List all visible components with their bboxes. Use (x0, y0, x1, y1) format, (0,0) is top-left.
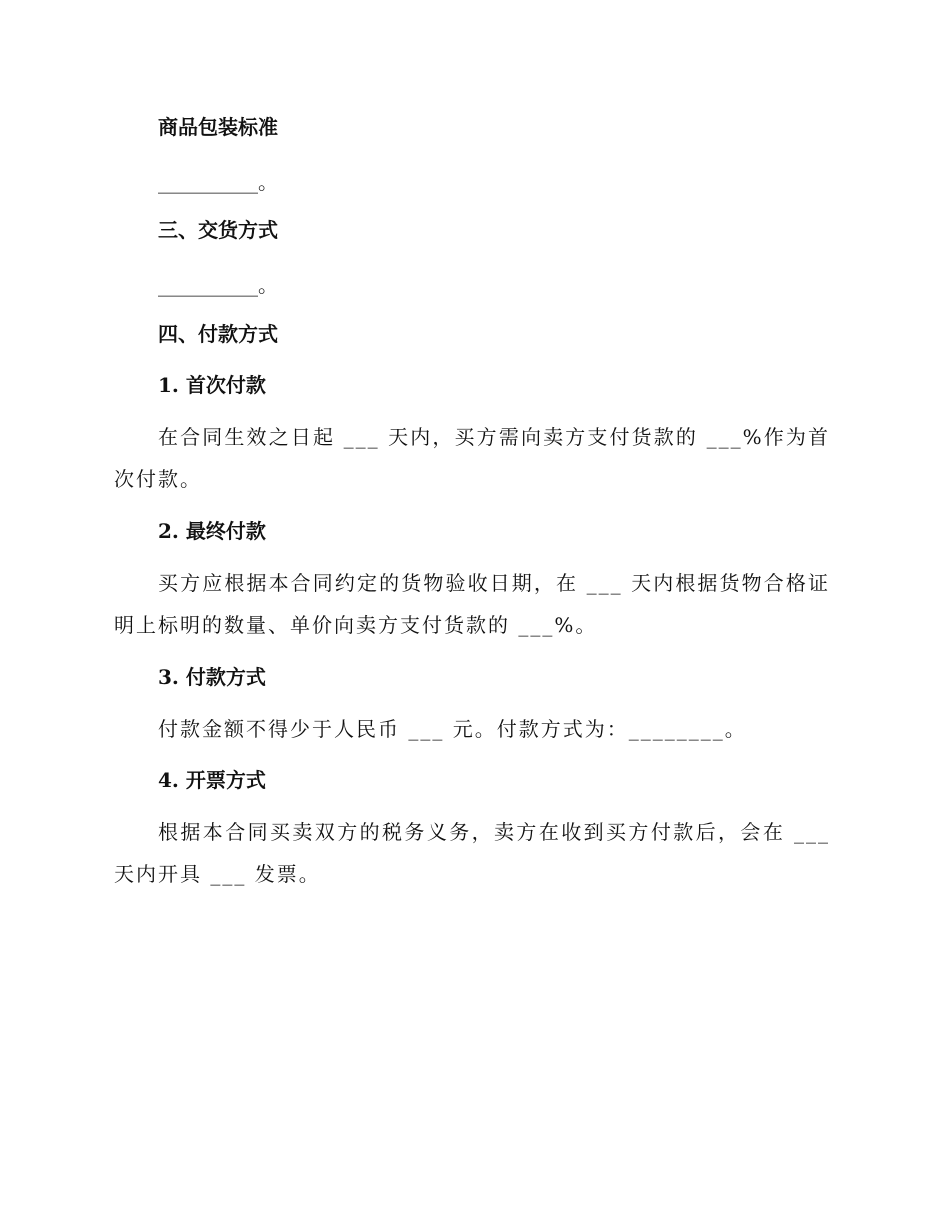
packaging-standard-blank: __________。 (158, 170, 278, 194)
final-payment-heading: 2. 最终付款 (158, 519, 266, 543)
first-payment-paragraph: 在合同生效之日起 ___ 天内，买方需向卖方支付货款的 ___%作为首次付款。 (114, 425, 830, 491)
delivery-method-heading: 三、交货方式 (158, 218, 278, 242)
final-payment-paragraph: 买方应根据本合同约定的货物验收日期，在 ___ 天内根据货物合格证明上标明的数量、单价向卖方支付货款的 ___%。 (114, 571, 830, 637)
payment-terms-paragraph: 付款金额不得少于人民币 ___ 元。付款方式为：________。 (158, 717, 747, 741)
payment-terms-heading: 3. 付款方式 (158, 665, 266, 689)
first-payment-heading: 1. 首次付款 (158, 373, 266, 397)
packaging-standard-heading: 商品包装标准 (158, 115, 278, 139)
invoice-method-heading: 4. 开票方式 (158, 768, 266, 792)
delivery-method-blank: __________。 (158, 273, 278, 297)
invoice-method-paragraph: 根据本合同买卖双方的税务义务，卖方在收到买方付款后，会在 ___ 天内开具 ___ 发票。 (114, 820, 830, 886)
payment-method-section-heading: 四、付款方式 (158, 322, 278, 346)
